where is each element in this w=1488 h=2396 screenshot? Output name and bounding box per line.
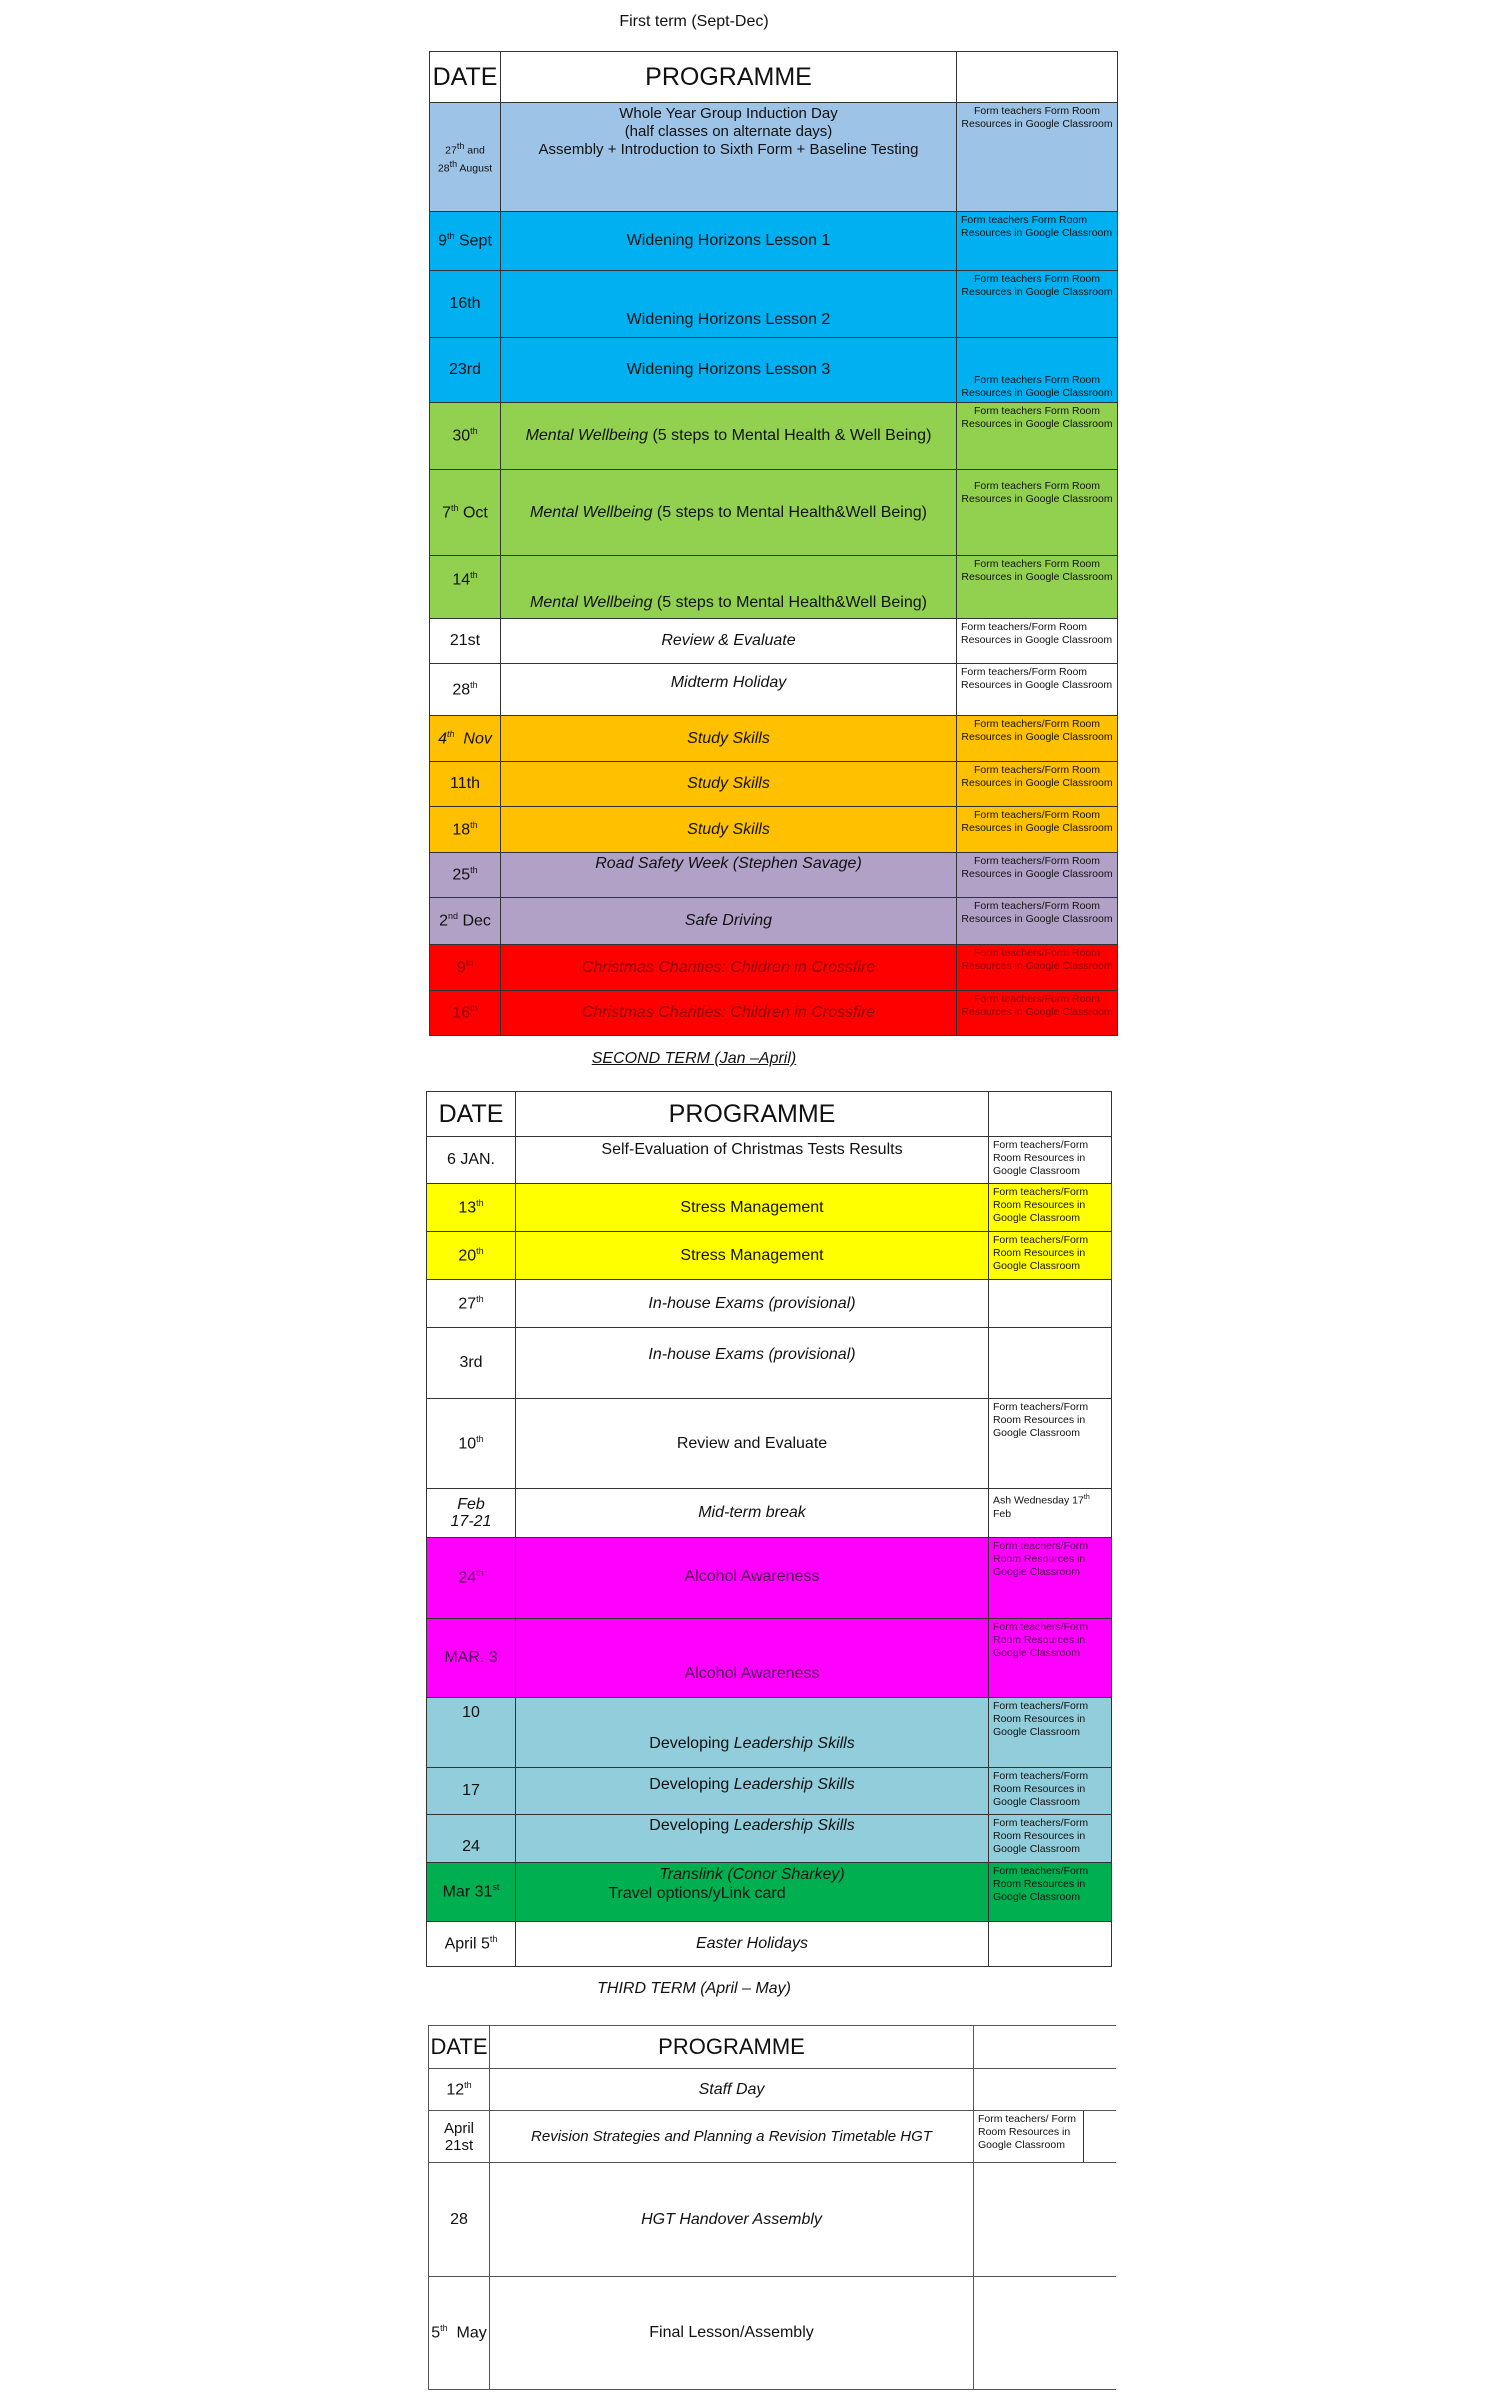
programme-cell: Study Skills [501,807,957,853]
programme-cell: Christmas Charities: Children in Crossfire [501,945,957,991]
resources-cell: Form teachers Form Room Resources in Google Classroom [957,103,1118,212]
programme-italic: Mental Wellbeing [530,503,653,521]
table-row [430,807,1118,853]
table-row [427,1489,1112,1538]
resources-cell [989,1280,1112,1328]
resources-cell: Form teachers Form Room Resources in Google Classroom [957,271,1118,338]
resources-cell: Form teachers/Form Room Resources in Google Classroom [957,762,1118,807]
date-cell: MAR. 3 [427,1619,516,1698]
date-cell: 9th [430,945,501,991]
table-row [430,898,1118,945]
table-row [427,1399,1112,1489]
resources-column-header [957,52,1118,103]
date-cell: 4th Nov [430,716,501,762]
date-cell: April 21st [429,2111,490,2163]
programme-cell: Alcohol Awareness [516,1619,989,1698]
programme-text: Developing [649,1776,730,1793]
date-cell: 30th [430,403,501,470]
table-row [427,1538,1112,1619]
date-cell: 3rd [427,1328,516,1399]
programme-cell: Staff Day [490,2069,974,2111]
date-cell: 16th [430,271,501,338]
resources-cell: Form teachers/Form Room Resources in Google Classroom [989,1184,1112,1232]
programme-cell [501,103,957,212]
table-row [430,556,1118,619]
date-cell: 21st [430,619,501,664]
programme-cell: Easter Holidays [516,1922,989,1967]
table-row [429,2277,1116,2390]
programme-cell: Christmas Charities: Children in Crossfire [501,991,957,1036]
second-term-table [426,1091,1112,1967]
table-row [430,338,1118,403]
resources-column-header [974,2026,1116,2069]
programme-cell: Alcohol Awareness [516,1538,989,1619]
resources-cell: Form teachers/Form Room Resources in Google Classroom [989,1768,1112,1815]
programme-cell [516,1863,989,1922]
date-cell: Feb 17-21 [427,1489,516,1538]
resources-cell: Form teachers Form Room Resources in Google Classroom [957,212,1118,271]
date-cell: 2nd Dec [430,898,501,945]
date-cell: 7th Oct [430,470,501,556]
date-cell: 24th [427,1538,516,1619]
table-header-row [427,1092,1112,1137]
resources-cell: Form teachers/Form Room Resources in Google Classroom [989,1137,1112,1184]
table-row [430,991,1118,1036]
date-cell: 6 JAN. [427,1137,516,1184]
resources-cell: Form teachers/Form Room Resources in Google Classroom [989,1399,1112,1489]
third-term-table [428,2025,1116,2390]
programme-cell: In-house Exams (provisional) [516,1328,989,1399]
table-row [430,762,1118,807]
table-header-row [430,52,1118,103]
date-column-header: DATE [427,1092,516,1137]
date-cell: Mar 31st [427,1863,516,1922]
date-cell: 20th [427,1232,516,1280]
date-cell: 12th [429,2069,490,2111]
resources-cell: Form teachers/Form Room Resources in Google Classroom [989,1815,1112,1863]
resources-cell: Ash Wednesday 17th Feb [989,1489,1112,1538]
programme-text: (5 steps to Mental Health & Well Being) [648,427,932,444]
resources-cell [974,2277,1116,2390]
programme-cell: Self-Evaluation of Christmas Tests Results [516,1137,989,1184]
programme-cell: Stress Management [516,1232,989,1280]
table-row [429,2163,1116,2277]
resources-cell [974,2163,1116,2277]
date-cell: 18th [430,807,501,853]
resources-cell [974,2069,1116,2111]
programme-cell: Revision Strategies and Planning a Revision Timetable HGT [490,2111,974,2163]
programme-italic: Leadership Skills [733,1735,855,1752]
resources-cell: Form teachers/Form Room Resources in Google Classroom [989,1538,1112,1619]
date-cell: 28 [429,2163,490,2277]
date-cell: 14th [430,556,501,619]
resources-cell: Form teachers/Form Room Resources in Google Classroom [957,898,1118,945]
programme-column-header: PROGRAMME [516,1092,989,1137]
programme-cell: In-house Exams (provisional) [516,1280,989,1328]
programme-text: (5 steps to Mental Health&Well Being) [652,594,927,611]
resources-cell: Form teachers Form Room Resources in Google Classroom [957,403,1118,470]
resources-cell: Form teachers/Form Room Resources in Google Classroom [989,1698,1112,1768]
first-term-table [429,51,1118,1036]
programme-cell [516,1768,989,1815]
resources-cell: Form teachers/Form Room Resources in Google Classroom [957,807,1118,853]
date-cell: 28th [430,664,501,716]
programme-cell: Safe Driving [501,898,957,945]
table-row [430,271,1118,338]
resources-cell: Form teachers/Form Room Resources in Google Classroom [989,1863,1112,1922]
resources-cell: Form teachers Form Room Resources in Google Classroom [957,470,1118,556]
table-row [429,2069,1116,2111]
programme-italic: Mental Wellbeing [530,594,653,611]
resources-cell: Form teachers/Form Room Resources in Google Classroom [957,945,1118,991]
resources-cell: Form teachers/Form Room Resources in Google Classroom [989,1232,1112,1280]
programme-line: Whole Year Group Induction Day [619,105,838,122]
programme-cell: Review & Evaluate [501,619,957,664]
resources-cell: Form teachers Form Room Resources in Google Classroom [957,556,1118,619]
table-row [427,1184,1112,1232]
table-row [427,1922,1112,1967]
programme-column-header: PROGRAMME [490,2026,974,2069]
table-row [430,470,1118,556]
third-term-title: THIRD TERM (April – May) [597,1980,791,1997]
table-row [427,1328,1112,1399]
date-cell: 16th [430,991,501,1036]
programme-cell: Study Skills [501,716,957,762]
programme-cell: HGT Handover Assembly [490,2163,974,2277]
date-cell: 25th [430,853,501,898]
date-cell: April 5th [427,1922,516,1967]
resources-cell: Form teachers/Form Room Resources in Google Classroom [989,1619,1112,1698]
table-row [427,1280,1112,1328]
programme-line: Assembly + Introduction to Sixth Form + Baseline Testing [538,141,919,158]
programme-cell: Midterm Holiday [501,664,957,716]
table-row [429,2111,1116,2163]
programme-cell: Stress Management [516,1184,989,1232]
date-cell: 13th [427,1184,516,1232]
second-term-title: SECOND TERM (Jan –April) [591,1050,797,1067]
programme-cell: Widening Horizons Lesson 1 [501,212,957,271]
date-cell: 24 [427,1815,516,1863]
table-row [427,1815,1112,1863]
resources-cell [989,1922,1112,1967]
date-cell: 5th May [429,2277,490,2390]
table-header-row [429,2026,1116,2069]
date-cell: 10 [427,1698,516,1768]
programme-text: Developing [649,1735,730,1752]
resources-box: Form teachers/ Form Room Resources in Google Classroom [974,2111,1084,2162]
date-cell: 10th [427,1399,516,1489]
resources-cell [974,2111,1116,2163]
date-column-header: DATE [429,2026,490,2069]
resources-cell: Form teachers/Form Room Resources in Google Classroom [957,853,1118,898]
programme-cell: Review and Evaluate [516,1399,989,1489]
table-row [427,1768,1112,1815]
table-row [430,945,1118,991]
programme-cell: Road Safety Week (Stephen Savage) [501,853,957,898]
table-row [430,853,1118,898]
table-row [427,1619,1112,1698]
programme-column-header: PROGRAMME [501,52,957,103]
table-row [430,619,1118,664]
table-row [427,1137,1112,1184]
programme-text: (5 steps to Mental Health&Well Being) [652,503,927,521]
date-cell: 27th and 28th August [430,103,501,212]
programme-cell: Widening Horizons Lesson 2 [501,271,957,338]
table-row [430,716,1118,762]
programme-italic: Translink (Conor Sharkey) [659,1866,845,1883]
table-row [430,664,1118,716]
date-cell: 9th Sept [430,212,501,271]
resources-cell: Form teachers/Form Room Resources in Google Classroom [957,991,1118,1036]
table-row [427,1232,1112,1280]
date-cell: 23rd [430,338,501,403]
first-term-title: First term (Sept-Dec) [619,13,769,30]
resources-cell: Form teachers/Form Room Resources in Google Classroom [957,716,1118,762]
programme-cell: Widening Horizons Lesson 3 [501,338,957,403]
programme-cell: Mid-term break [516,1489,989,1538]
programme-cell [516,1815,989,1863]
programme-text: Travel options/yLink card [608,1885,786,1902]
date-cell: 27th [427,1280,516,1328]
resources-cell: Form teachers/Form Room Resources in Google Classroom [957,619,1118,664]
programme-cell: Final Lesson/Assembly [490,2277,974,2390]
table-row [430,212,1118,271]
date-column-header: DATE [430,52,501,103]
programme-cell: Study Skills [501,762,957,807]
programme-italic: Leadership Skills [733,1776,855,1793]
programme-text: Developing [649,1817,730,1834]
table-row [430,403,1118,470]
date-cell: 11th [430,762,501,807]
programme-italic: Mental Wellbeing [525,427,649,444]
resources-column-header [989,1092,1112,1137]
programme-italic: Leadership Skills [733,1817,855,1834]
programme-cell [501,403,957,470]
programme-cell [516,1698,989,1768]
programme-line: (half classes on alternate days) [624,123,833,140]
programme-cell [501,556,957,619]
table-row [427,1698,1112,1768]
date-cell: 17 [427,1768,516,1815]
resources-cell: Form teachers/Form Room Resources in Google Classroom [957,664,1118,716]
resources-cell [989,1328,1112,1399]
table-row [427,1863,1112,1922]
resources-cell: Form teachers Form Room Resources in Google Classroom [957,338,1118,403]
programme-cell [501,470,957,556]
table-row [430,103,1118,212]
